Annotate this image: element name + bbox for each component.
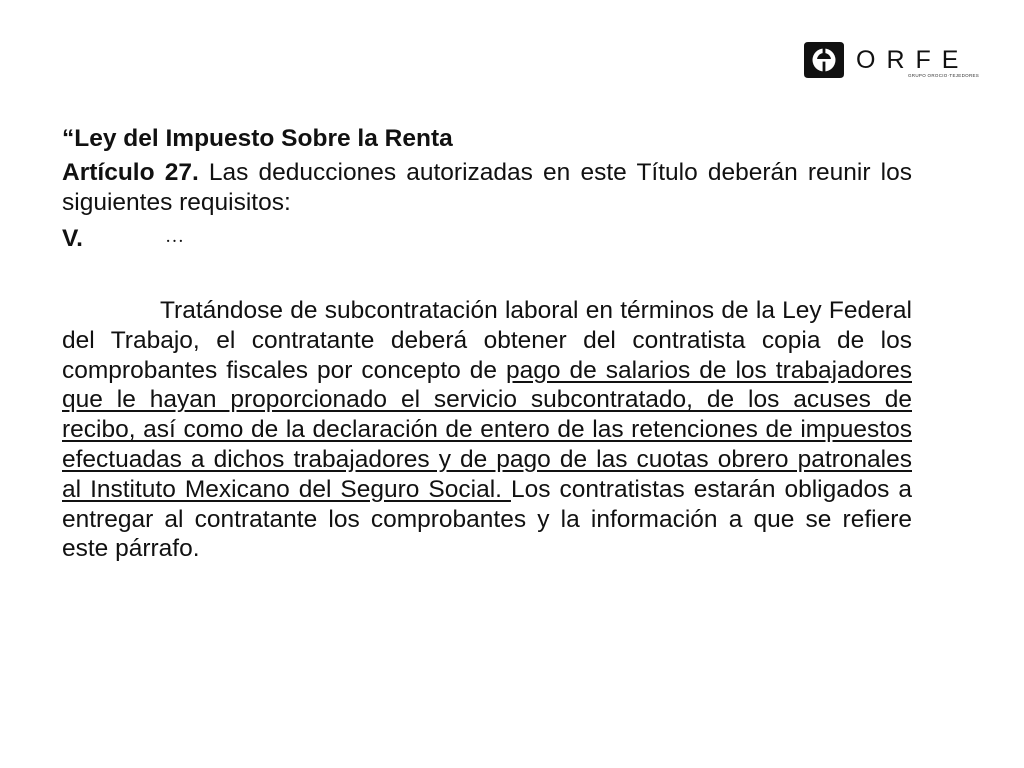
body-rest: Los contratistas estarán obligados a entregar al contratante los comprobantes y la información a que se refiere este párrafo. bbox=[62, 475, 912, 563]
orfe-logo-mark-icon bbox=[804, 42, 844, 78]
fraction-line bbox=[62, 224, 912, 254]
logo-wordmark: ORFE bbox=[856, 46, 970, 74]
article-paragraph bbox=[62, 158, 912, 218]
article-text: Las deducciones autorizadas en este Título deberán reunir los siguientes requisitos: bbox=[62, 159, 912, 216]
orfe-logo bbox=[804, 42, 994, 82]
body-paragraph bbox=[62, 296, 912, 564]
law-title: “Ley del Impuesto Sobre la Renta bbox=[62, 125, 453, 152]
fraction-number: V. bbox=[62, 225, 83, 252]
document-body bbox=[62, 124, 912, 564]
logo-subtitle: GRUPO OROCIO·TEJEDORES bbox=[908, 73, 980, 78]
article-label: Artículo 27. bbox=[62, 159, 199, 186]
body-underlined-passage: pago de salarios de los trabajadores que le hayan proporcionado el servicio subcontratado, de los acuses de recibo, así como de la declaración de entero de las retenciones de impuestos efectuadas a dichos trabajadores y de pago de las cuotas obrero patronales al Instituto Mexicano del Seguro Social. bbox=[62, 356, 912, 503]
fraction-ellipsis: … bbox=[165, 226, 184, 247]
body-intro: Tratándose de subcontratación laboral en términos de la Ley Federal del Trabajo, el contratante deberá obtener del contratista copia de los comprobantes fiscales por concepto de bbox=[62, 297, 912, 384]
